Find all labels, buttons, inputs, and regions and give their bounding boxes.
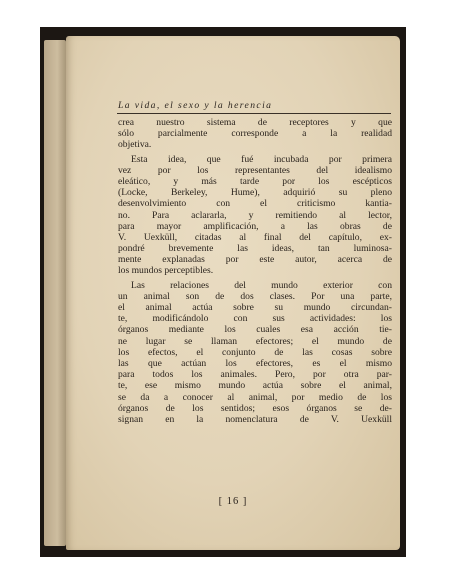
text-line: para todos los animales. Pero, por otra par-: [118, 369, 392, 381]
text-line: eleático, y más tarde por los escépticos: [118, 175, 392, 187]
text-line: te, modificándolo con sus actividades: los: [118, 313, 392, 325]
text-line: no. Para aclararla, y remitiendo al lector,: [118, 209, 392, 221]
paragraph-3: [118, 280, 392, 425]
text-line: objetiva.: [118, 139, 152, 151]
text-line: Esta idea, que fué incubada por primera: [131, 153, 392, 165]
page-body: [118, 117, 392, 425]
text-line: Las relaciones del mundo exterior con: [131, 279, 392, 291]
page-number: [ 16 ]: [218, 496, 248, 507]
text-line: los efectos, el conjunto de las cosas sobre: [118, 346, 392, 358]
text-line: te, ese mismo mundo actúa sobre el animal,: [118, 380, 392, 392]
previous-page-edge: [44, 40, 66, 546]
text-line: se da a conocer al animal, por medio de los: [118, 391, 392, 403]
text-line: el animal actúa sobre su mundo circundan-: [118, 302, 392, 313]
paragraph-2: [118, 154, 392, 277]
header-rule: [117, 113, 391, 114]
text-line: para mayor amplificación, a las obras de: [118, 220, 392, 232]
text-line: vez por los representantes del idealismo: [118, 164, 392, 176]
running-head: La vida, el sexo y la herencia: [118, 100, 273, 111]
text-line: sólo parcialmente corresponde a la realidad: [118, 128, 392, 140]
text-line: ne lugar se llaman efectores; el mundo de: [118, 335, 392, 347]
text-line: desenvolvimiento con el criticismo kantia-: [118, 198, 392, 210]
text-line: signan en la nomenclatura de V. Uexküll: [118, 413, 392, 425]
book-page: [66, 36, 400, 550]
text-line: mente explanadas por este autor, acerca de: [118, 254, 392, 266]
text-line: crea nuestro sistema de receptores y que: [118, 117, 392, 128]
text-line: órganos de los sentidos; esos órganos se de-: [118, 402, 392, 414]
text-line: los mundos perceptibles.: [118, 265, 214, 277]
text-line: V. Uexküll, citadas al final del capítulo, ex-: [118, 231, 392, 243]
text-line: (Locke, Berkeley, Hume), adquirió su pleno: [118, 187, 392, 199]
paragraph-1: [118, 117, 392, 151]
text-line: órganos mediante los cuales esa acción tie-: [118, 324, 392, 336]
text-line: las que actúan los efectores, es el mismo: [118, 357, 392, 369]
text-line: pondré brevemente las ideas, tan luminosa-: [118, 243, 392, 255]
text-line: un animal son de dos clases. Por una parte,: [118, 290, 392, 302]
